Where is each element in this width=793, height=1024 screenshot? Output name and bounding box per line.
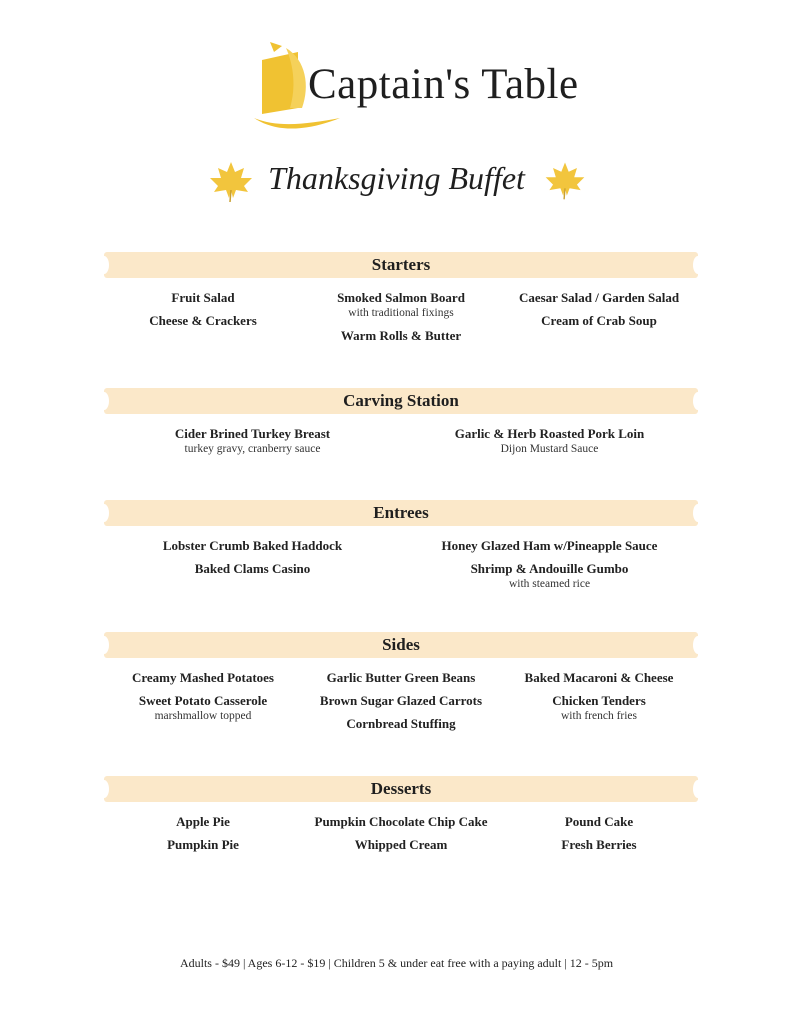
logo	[248, 38, 579, 130]
menu-item-name: Chicken Tenders	[552, 693, 646, 708]
menu-item: Cornbread Stuffing	[346, 716, 456, 731]
menu-item	[104, 693, 302, 723]
section-sides	[104, 632, 698, 739]
section-heading: Entrees	[104, 500, 698, 526]
menu-item: Honey Glazed Ham w/Pineapple Sauce	[441, 538, 658, 553]
menu-column	[104, 538, 401, 599]
menu-title	[0, 160, 793, 197]
menu-column	[104, 814, 302, 860]
menu-item: Warm Rolls & Butter	[340, 328, 462, 343]
menu-item	[500, 693, 698, 723]
menu-item: Cheese & Crackers	[149, 313, 257, 328]
menu-item-note: turkey gravy, cranberry sauce	[184, 443, 321, 455]
menu-item: Brown Sugar Glazed Carrots	[319, 693, 483, 708]
maple-leaf-icon	[542, 158, 588, 202]
menu-item: Fruit Salad	[171, 290, 235, 305]
menu-item: Fresh Berries	[561, 837, 637, 852]
menu-item-note: with steamed rice	[508, 578, 591, 590]
menu-item: Apple Pie	[176, 814, 230, 829]
menu-column	[500, 814, 698, 860]
menu-column	[401, 426, 698, 464]
menu-column	[302, 290, 500, 351]
menu-item-note: with french fries	[561, 710, 637, 722]
menu-column	[302, 814, 500, 860]
menu-item-name: Shrimp & Andouille Gumbo	[470, 561, 629, 576]
menu-item: Pound Cake	[564, 814, 634, 829]
menu-item-name: Smoked Salmon Board	[337, 290, 465, 305]
menu-column	[401, 538, 698, 599]
menu-item: Garlic Butter Green Beans	[326, 670, 476, 685]
menu-item: Pumpkin Chocolate Chip Cake	[314, 814, 488, 829]
menu-item: Lobster Crumb Baked Haddock	[162, 538, 343, 553]
menu-item-note: with traditional fixings	[348, 307, 454, 319]
menu-item-note: marshmallow topped	[154, 710, 252, 722]
menu-item: Creamy Mashed Potatoes	[131, 670, 274, 685]
menu-item: Baked Clams Casino	[194, 561, 311, 576]
menu-item-name: Garlic & Herb Roasted Pork Loin	[454, 426, 645, 441]
brand-name: Captain's Table	[308, 61, 579, 108]
menu-item: Whipped Cream	[354, 837, 448, 852]
menu-column	[104, 426, 401, 464]
section-heading: Carving Station	[104, 388, 698, 414]
menu-item	[401, 561, 698, 591]
menu-item	[302, 290, 500, 320]
menu-column	[104, 290, 302, 351]
menu-item: Caesar Salad / Garden Salad	[518, 290, 680, 305]
menu-column	[302, 670, 500, 739]
section-desserts	[104, 776, 698, 860]
menu-item-note: Dijon Mustard Sauce	[500, 443, 599, 455]
menu-item-name: Cider Brined Turkey Breast	[174, 426, 331, 441]
menu-column	[500, 670, 698, 739]
menu-item: Cream of Crab Soup	[541, 313, 657, 328]
page-title: Thanksgiving Buffet	[268, 160, 525, 196]
section-heading: Starters	[104, 252, 698, 278]
menu-item: Pumpkin Pie	[167, 837, 239, 852]
section-heading: Desserts	[104, 776, 698, 802]
menu-item: Baked Macaroni & Cheese	[524, 670, 674, 685]
section-carving-station	[104, 388, 698, 464]
section-starters	[104, 252, 698, 351]
menu-item	[401, 426, 698, 456]
menu-column	[104, 670, 302, 739]
menu-item-name: Sweet Potato Casserole	[138, 693, 268, 708]
pricing-footer: Adults - $49 | Ages 6-12 - $19 | Children 5 & under eat free with a paying adult | 12 - 5pm	[179, 956, 614, 970]
section-heading: Sides	[104, 632, 698, 658]
menu-column	[500, 290, 698, 351]
menu-item	[104, 426, 401, 456]
section-entrees	[104, 500, 698, 599]
